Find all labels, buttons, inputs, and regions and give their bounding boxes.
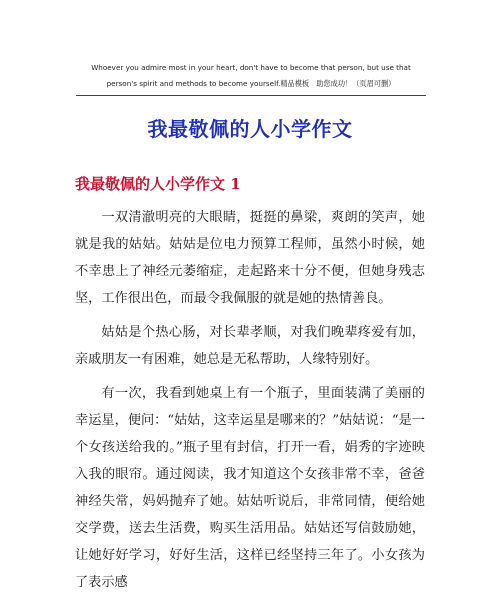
paragraph-1: 一双清澈明亮的大眼睛，挺挺的鼻梁，爽朗的笑声，她就是我的姑姑。姑姑是位电力预算工程师，虽然小时候，她不幸患上了神经元萎缩症，走起路来十分不便，但她身残志坚，工作很出色，而最令我佩服的就是她的热情善良。 bbox=[75, 210, 425, 306]
paragraph-3: 有一次，我看到她桌上有一个瓶子，里面装满了美丽的幸运星，便问：“姑姑，这幸运星是哪来的？”姑姑说：“是一个女孩送给我的。”瓶子里有封信，打开一看，娟秀的字迹映入我的眼帘。通过阅读，我才知道这个女孩非常不幸，爸爸神经失常，妈妈抛弃了她。姑姑听说后，非常同情，便给她交学费，送去生活费，购买生活用品。姑姑还写信鼓励她，让她好好学习，好好生活，这样已经坚持三年了。小女孩为了表示感 bbox=[75, 386, 425, 590]
section-title: 我最敬佩的人小学作文 1 bbox=[75, 175, 241, 193]
document-title: 我最敬佩的人小学作文 bbox=[147, 117, 353, 141]
page-header: Whoever you admire most in your heart, don't have to become that person, but use that person's spirit and methods to become yourself.精品模板 助您成功！（页眉可删） bbox=[91, 63, 411, 88]
paragraph-2: 姑姑是个热心肠，对长辈孝顺，对我们晚辈疼爱有加，亲戚朋友一有困难，她总是无私帮助，人缘特别好。 bbox=[75, 325, 425, 367]
header-divider bbox=[76, 95, 426, 96]
